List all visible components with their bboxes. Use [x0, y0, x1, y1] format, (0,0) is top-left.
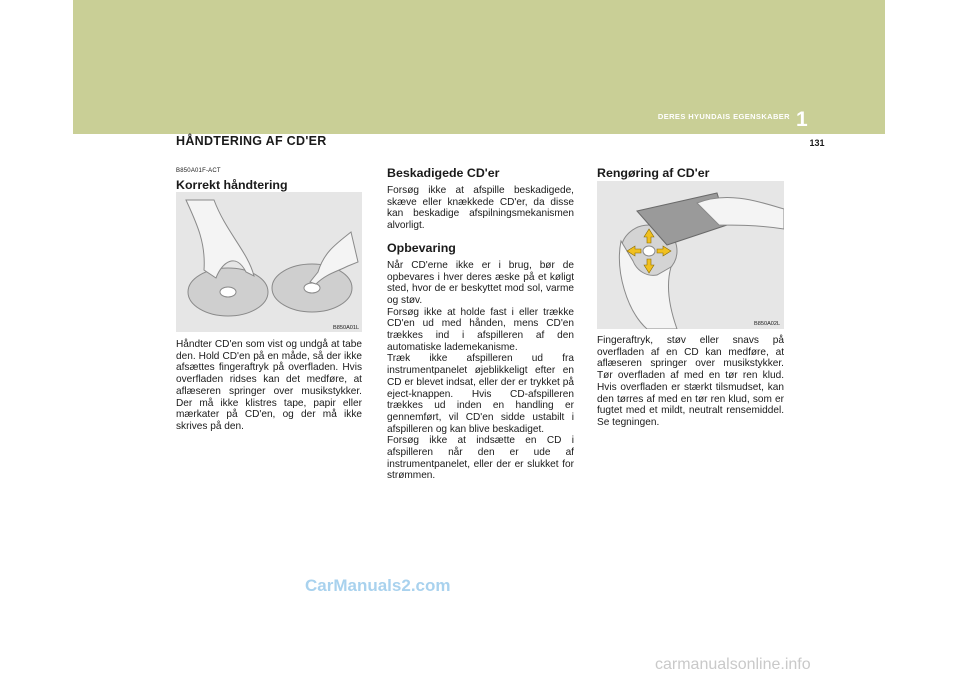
chapter-number: 1: [796, 108, 808, 131]
cd-handling-illustration: [176, 192, 362, 332]
section-title: HÅNDTERING AF CD'ER: [176, 134, 327, 148]
heading-correct-handling: Korrekt håndtering: [176, 177, 288, 192]
paragraph-storage-4: Forsøg ikke at indsætte en CD i afspilleren når den er ude af instrumentpanelet, eller der er slukket for strømmen.: [387, 435, 574, 482]
column-3-body: [597, 335, 784, 429]
heading-cleaning-cds: Rengøring af CD'er: [597, 166, 710, 180]
cd-cleaning-illustration: [597, 181, 784, 329]
paragraph-storage-3: Træk ikke afspilleren ud fra instrumentpanelet øjeblikkeligt efter en CD er blevet indsat, eller der er trykket på eject-knappen. Hvis CD-afspilleren trækkes ud inden en handling er gennemført, vil CD'en sidde ustabilt i afspilleren og kan blive beskadiget.: [387, 353, 574, 435]
watermark-left: CarManuals2.com: [305, 576, 451, 595]
cd-hole: [643, 246, 655, 256]
right-margin: [885, 0, 960, 678]
heading-storage: Opbevaring: [387, 240, 456, 255]
column-1: [176, 166, 362, 193]
figure-cd-handling: [176, 192, 362, 332]
watermark-right: carmanualsonline.info: [655, 656, 811, 673]
page-number: 131: [809, 138, 825, 148]
figure-code-1: B850A01L: [333, 325, 360, 331]
paragraph-cleaning: Fingeraftryk, støv eller snavs på overfladen af en CD kan medføre, at aflæseren springer over musikstykker. Tør overfladen af med en tør ren klud. Hvis overfladen er stærkt tilsmudset, kan den tørres af med en tør ren klud, som er fugtet med et mildt, neutralt rensemiddel. Se tegningen.: [597, 335, 784, 428]
cd-hole-right: [304, 283, 320, 293]
heading-damaged-cds: Beskadigede CD'er: [387, 166, 500, 180]
section-code: B850A01F-ACT: [176, 168, 221, 174]
figure-code-2: B850A02L: [754, 321, 781, 327]
paragraph-handling: Håndter CD'en som vist og undgå at tabe den. Hold CD'en på en måde, så der ikke afsættes fingeraftryk på overfladen. Hvis overfladen ridses kan det medføre, at aflæseren springer over musikstykker. Der må ikke klistres tape, papir eller mærkater på CD'en, og der må ikke skrives på den.: [176, 339, 362, 432]
paragraph-storage-2: Forsøg ikke at holde fast i eller trække CD'en ud med hånden, mens CD'en trækkes ind i afspilleren af den automatiske lademekanisme.: [387, 306, 574, 353]
cd-hole-left: [220, 287, 236, 297]
left-margin: [0, 0, 73, 678]
hand-left-icon: [186, 200, 254, 278]
column-1-body: [176, 339, 362, 433]
column-2: [387, 166, 574, 482]
header-band: [0, 0, 960, 134]
chapter-title: DERES HYUNDAIS EGENSKABER: [657, 112, 790, 121]
figure-cd-cleaning: [597, 181, 784, 329]
paragraph-damaged-cds: Forsøg ikke at afspille beskadigede, skæve eller knækkede CD'er, da disse kan beskadige afspilningsmekanismen alvorligt.: [387, 185, 574, 232]
column-3: [597, 166, 784, 181]
paragraph-storage-1: Når CD'erne ikke er i brug, bør de opbevares i hver deres æske på et køligt sted, hvor de er beskyttet mod sol, varme og støv.: [387, 259, 574, 306]
